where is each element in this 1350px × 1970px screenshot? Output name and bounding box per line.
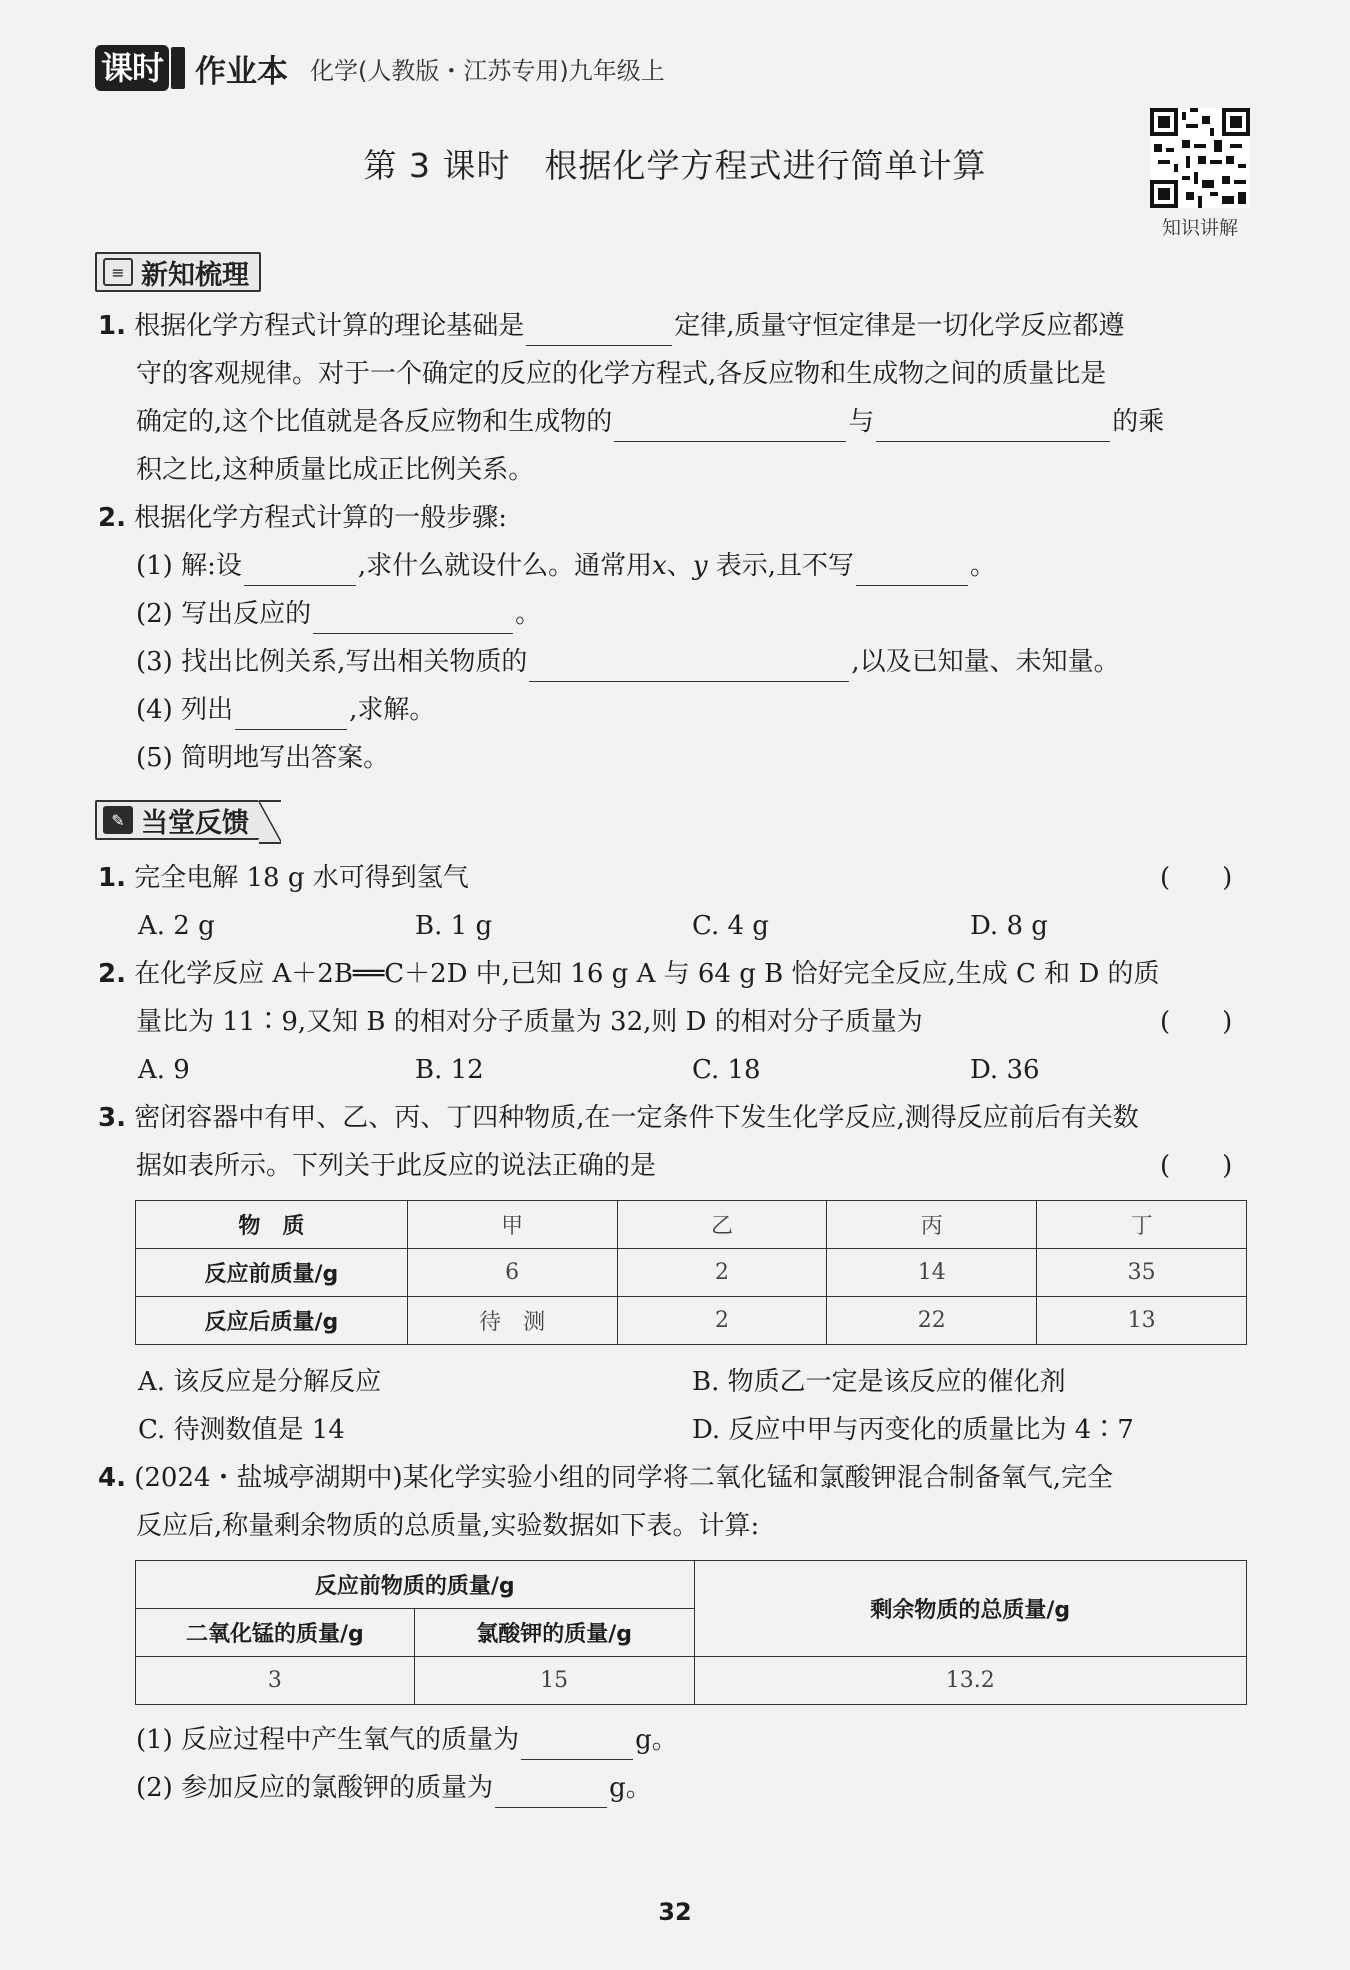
question-number: 1.: [98, 863, 126, 893]
mc-q1-option-d[interactable]: D. 8 g: [970, 911, 1048, 941]
mc-q2-stem-1: [98, 954, 1160, 994]
mc-q2-stem-2: 量比为 11∶9,又知 B 的相对分子质量为 32,则 D 的相对分子质量为: [136, 1007, 923, 1037]
answer-blank[interactable]: [244, 556, 356, 586]
text: (1) 反应过程中产生氧气的质量为: [136, 1725, 520, 1755]
text: g。: [609, 1773, 652, 1803]
text: 密闭容器中有甲、乙、丙、丁四种物质,在一定条件下发生化学反应,测得反应前后有关数: [134, 1103, 1139, 1133]
section-heading-feedback: [95, 800, 259, 840]
text: 确定的,这个比值就是各反应物和生成物的: [136, 407, 613, 437]
section-heading-label: 新知梳理: [141, 259, 249, 291]
text: 。: [515, 599, 542, 629]
text: ,求什么就设什么。通常用: [357, 551, 653, 581]
table-cell: 13: [1037, 1297, 1247, 1345]
mc-q2-option-a[interactable]: A. 9: [138, 1055, 190, 1085]
mc-q3-option-c[interactable]: C. 待测数值是 14: [138, 1415, 345, 1445]
text: 的乘: [1112, 407, 1165, 437]
q4-sub-2: [136, 1768, 652, 1808]
logo-tag-icon: [171, 47, 185, 89]
table-row: [136, 1249, 1247, 1297]
table-header-cell: 二氧化锰的质量/g: [136, 1609, 415, 1657]
var-x: x: [652, 551, 667, 581]
mc-q2-option-d[interactable]: D. 36: [970, 1055, 1040, 1085]
lesson-title: 第 3 课时 根据化学方程式进行简单计算: [363, 146, 987, 185]
question-number: 2.: [98, 503, 126, 533]
mc-q1-option-a[interactable]: A. 2 g: [138, 911, 215, 941]
question-number: 2.: [98, 959, 126, 989]
text: 定律,质量守恒定律是一切化学反应都遵: [674, 311, 1125, 341]
text: ,求解。: [349, 695, 436, 725]
mc-q1-stem: [98, 858, 469, 898]
text: ,以及已知量、未知量。: [851, 647, 1120, 677]
q1-line-1: [98, 306, 1125, 346]
book-subtitle: 化学(人教版・江苏专用)九年级上: [310, 56, 665, 85]
table-cell: 13.2: [694, 1657, 1247, 1705]
answer-paren[interactable]: ( ): [1160, 1007, 1233, 1037]
table-cell: 反应前质量/g: [136, 1249, 408, 1297]
text: (4) 列出: [136, 695, 234, 725]
text: 在化学反应 A＋2B══C＋2D 中,已知 16 g A 与 64 g B 恰好完全反应,生成 C 和 D 的质: [134, 959, 1160, 989]
table-cell: 反应后质量/g: [136, 1297, 408, 1345]
table-cell: 2: [617, 1249, 827, 1297]
mc-q3-stem-1: [98, 1098, 1139, 1138]
answer-blank[interactable]: [495, 1778, 607, 1808]
q2-step-4: [136, 690, 435, 730]
question-number: 4.: [98, 1463, 126, 1493]
q1-line-4: 积之比,这种质量比成正比例关系。: [136, 455, 535, 485]
table-cell: 22: [827, 1297, 1037, 1345]
question-number: 3.: [98, 1103, 126, 1133]
text: g。: [635, 1725, 678, 1755]
table-header-cell: 丙: [827, 1201, 1037, 1249]
mc-q3-option-d[interactable]: D. 反应中甲与丙变化的质量比为 4∶7: [692, 1415, 1134, 1445]
table-header-row: [136, 1561, 1247, 1609]
answer-paren[interactable]: ( ): [1160, 1151, 1233, 1181]
table-header-cell: 甲: [407, 1201, 617, 1249]
page-header: [95, 44, 665, 92]
q2-step-1: [136, 546, 996, 586]
answer-paren[interactable]: ( ): [1160, 863, 1233, 893]
answer-blank[interactable]: [529, 652, 849, 682]
table-header-cell: 物 质: [136, 1201, 408, 1249]
answer-blank[interactable]: [235, 700, 347, 730]
q4-sub-1: [136, 1720, 678, 1760]
mc-q1-option-c[interactable]: C. 4 g: [692, 911, 769, 941]
q3-mass-table: [135, 1200, 1247, 1345]
q2-step-2: [136, 594, 541, 634]
brand-logo: 课时: [95, 45, 169, 91]
table-cell: 15: [414, 1657, 694, 1705]
mc-q3-option-a[interactable]: A. 该反应是分解反应: [138, 1367, 382, 1397]
answer-blank[interactable]: [856, 556, 968, 586]
answer-blank[interactable]: [876, 412, 1110, 442]
book-icon: ≡: [103, 258, 133, 286]
table-cell: 待 测: [407, 1297, 617, 1345]
q2-step-5: (5) 简明地写出答案。: [136, 743, 390, 773]
text: (3) 找出比例关系,写出相关物质的: [136, 647, 528, 677]
pencil-icon: ✎: [103, 806, 133, 834]
table-header-cell: 剩余物质的总质量/g: [694, 1561, 1247, 1657]
question-number: 1.: [98, 311, 126, 341]
q4-stem-2: 反应后,称量剩余物质的总质量,实验数据如下表。计算:: [136, 1511, 760, 1541]
text: 表示,且不写: [707, 551, 855, 581]
table-header-row: [136, 1201, 1247, 1249]
table-cell: 6: [407, 1249, 617, 1297]
answer-blank[interactable]: [614, 412, 846, 442]
text: 根据化学方程式计算的一般步骤:: [134, 503, 507, 533]
text: (2) 写出反应的: [136, 599, 312, 629]
q2-step-3: [136, 642, 1120, 682]
brand-name: 作业本: [195, 53, 289, 90]
text: (2024・盐城亭湖期中)某化学实验小组的同学将二氧化锰和氯酸钾混合制备氧气,完全: [134, 1463, 1113, 1493]
var-y: y: [692, 551, 708, 581]
text: 。: [970, 551, 997, 581]
table-cell: 2: [617, 1297, 827, 1345]
table-header-cell: 丁: [1037, 1201, 1247, 1249]
text: (1) 解:设: [136, 551, 242, 581]
q4-stem-1: [98, 1458, 1113, 1498]
table-row: [136, 1297, 1247, 1345]
q1-line-2: 守的客观规律。对于一个确定的反应的化学方程式,各反应物和生成物之间的质量比是: [136, 359, 1107, 389]
answer-blank[interactable]: [313, 604, 513, 634]
mc-q3-stem-2: 据如表所示。下列关于此反应的说法正确的是: [136, 1151, 657, 1181]
q2-line-1: [98, 498, 507, 538]
section-heading-new-knowledge: [95, 252, 261, 292]
mc-q2-option-b[interactable]: B. 12: [415, 1055, 484, 1085]
qr-code-icon[interactable]: [1150, 108, 1250, 208]
text: (2) 参加反应的氯酸钾的质量为: [136, 1773, 494, 1803]
text: 根据化学方程式计算的理论基础是: [134, 311, 525, 341]
table-cell: 35: [1037, 1249, 1247, 1297]
q1-line-3: [136, 402, 1164, 442]
q4-data-table: [135, 1560, 1247, 1705]
mc-q2-option-c[interactable]: C. 18: [692, 1055, 761, 1085]
section-heading-label: 当堂反馈: [141, 807, 249, 839]
text: 与: [848, 407, 875, 437]
table-cell: 3: [136, 1657, 415, 1705]
qr-caption: 知识讲解: [1161, 217, 1238, 239]
text: 、: [666, 551, 693, 581]
mc-q3-option-b[interactable]: B. 物质乙一定是该反应的催化剂: [692, 1367, 1066, 1397]
table-row: [136, 1657, 1247, 1705]
answer-blank[interactable]: [521, 1730, 633, 1760]
table-header-cell: 氯酸钾的质量/g: [414, 1609, 694, 1657]
answer-blank[interactable]: [526, 316, 672, 346]
mc-q1-option-b[interactable]: B. 1 g: [415, 911, 493, 941]
table-cell: 14: [827, 1249, 1037, 1297]
table-group-header: 反应前物质的质量/g: [136, 1561, 695, 1609]
text: 完全电解 18 g 水可得到氢气: [134, 863, 469, 893]
page-number: 32: [658, 1898, 692, 1926]
table-header-cell: 乙: [617, 1201, 827, 1249]
